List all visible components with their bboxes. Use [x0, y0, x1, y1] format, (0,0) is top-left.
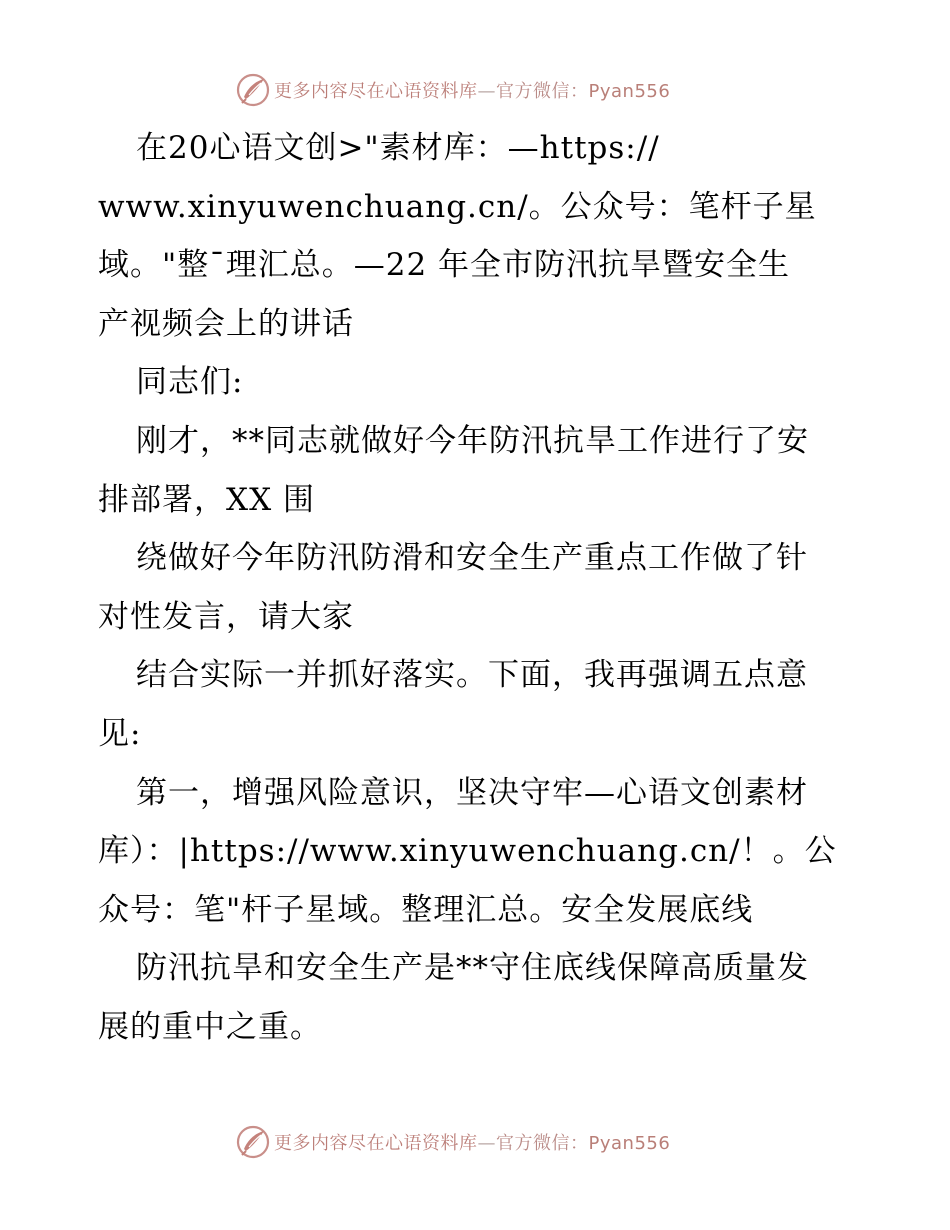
body-line: 刚才，**同志就做好今年防汛抗旱工作进行了安 [136, 422, 809, 459]
body-line: 域。"整¯理汇总。—22 年全市防汛抗旱暨安全生 [98, 247, 791, 284]
pen-logo-icon [236, 73, 270, 107]
body-line: 众号：笔"杆子星域。整理汇总。安全发展底线 [98, 891, 754, 928]
body-line: 结合实际一并抓好落实。下面，我再强调五点意 [136, 657, 808, 694]
body-line: www.xinyuwenchuang.cn/。公众号：笔杆子星 [98, 188, 817, 225]
body-line: 库）：|https://www.xinyuwenchuang.cn/！。公 [98, 833, 837, 870]
banner-wechat-label: 官方微信： [496, 81, 589, 102]
body-line: 排部署，XX 围 [98, 481, 315, 518]
banner-separator: — [477, 81, 496, 102]
salutation-line: 同志们: [136, 364, 244, 401]
banner-text [274, 1129, 670, 1155]
header-watermark-banner [236, 70, 670, 110]
body-line: 对性发言，请大家 [98, 598, 354, 635]
banner-wechat-id: Pyan556 [588, 81, 671, 102]
banner-main-text: 更多内容尽在心语资料库 [274, 1133, 478, 1154]
footer-watermark-banner [236, 1122, 670, 1162]
banner-wechat-label: 官方微信： [496, 1133, 589, 1154]
pen-logo-icon [236, 1125, 270, 1159]
document-body [98, 119, 858, 1057]
body-line: 在20心语文创>"素材库：—https:// [136, 130, 660, 166]
body-line: 见: [98, 715, 142, 752]
banner-separator: — [477, 1133, 496, 1154]
body-line: 绕做好今年防汛防滑和安全生产重点工作做了针 [136, 540, 808, 577]
banner-main-text: 更多内容尽在心语资料库 [274, 81, 478, 102]
body-line: 防汛抗旱和安全生产是**守住底线保障高质量发 [136, 950, 809, 987]
banner-wechat-id: Pyan556 [588, 1133, 671, 1154]
banner-text [274, 77, 670, 103]
body-line: 第一，增强风险意识，坚决守牢—心语文创素材 [136, 774, 808, 811]
body-line: 展的重中之重。 [98, 1008, 322, 1045]
body-line: 产视频会上的讲话 [98, 305, 354, 342]
